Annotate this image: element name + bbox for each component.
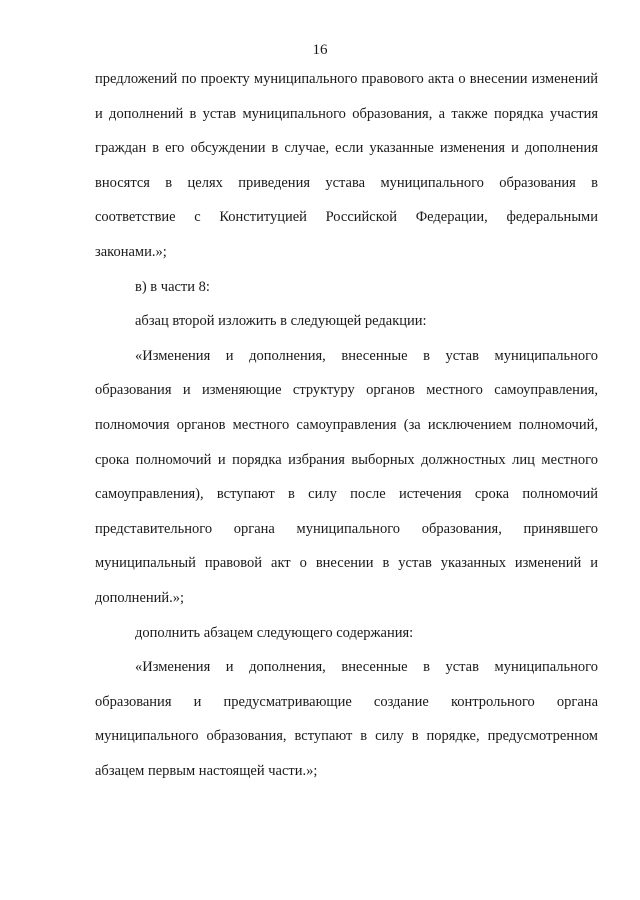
paragraph-supplement: дополнить абзацем следующего содержания: [135, 624, 414, 641]
paragraph-instruction: абзац второй изложить в следующей редакции: [135, 313, 427, 330]
paragraph-item-v: в) в части 8: [135, 278, 210, 295]
paragraph-continuation: предложений по проекту муниципального правового акта о внесении изменений и дополнений в устав муниципального образования, а также порядка участия граждан в его обсуждении в случае, если указанные изменения и дополнения вносятся в целях приведения устава муниципального образования в соответствие с Конституцией Российской Федерации, федеральными законами.»; [95, 71, 598, 260]
document-body [95, 62, 598, 788]
paragraph-quote-2: «Изменения и дополнения, внесенные в устав муниципального образования и предусматривающие создание контрольного органа муниципального образования, вступают в силу в порядке, предусмотренном абзацем первым настоящей части.»; [95, 659, 598, 779]
paragraph-quote-1: «Изменения и дополнения, внесенные в устав муниципального образования и изменяющие структуру органов местного самоуправления, полномочия органов местного самоуправления (за исключением полномочий, срока полномочий и порядка избрания выборных должностных лиц местного самоуправления), вступают в силу после истечения срока полномочий представительного органа муниципального образования, принявшего муниципальный правовой акт о внесении в устав указанных изменений и дополнений.»; [95, 347, 598, 606]
page-number: 16 [312, 42, 328, 58]
